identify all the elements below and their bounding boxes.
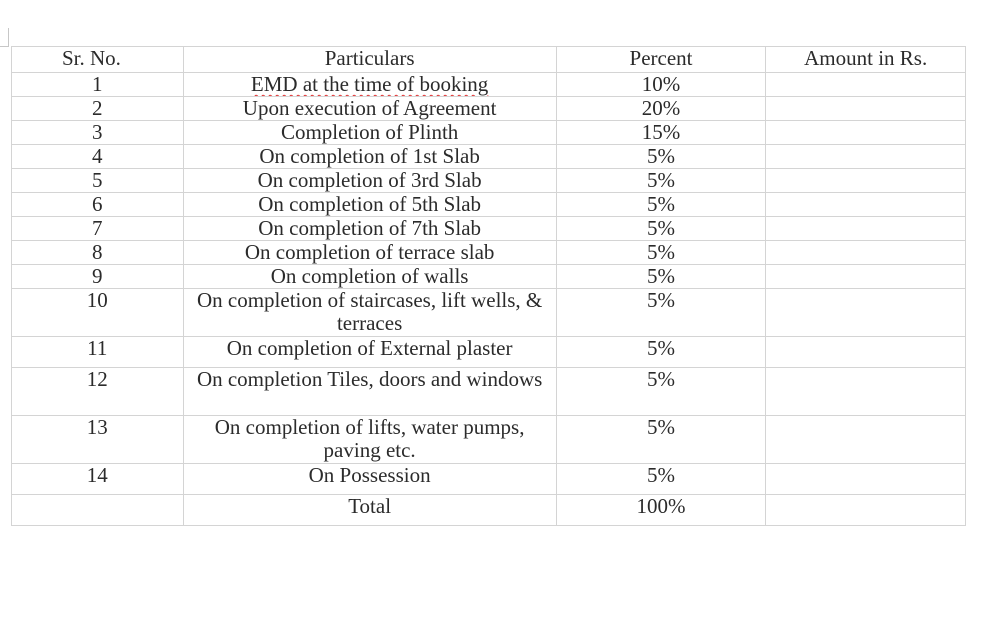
sr-no-cell[interactable]: 4	[12, 145, 184, 169]
sr-no-cell[interactable]: 3	[12, 121, 184, 145]
amount-cell[interactable]	[766, 97, 966, 121]
sr-no-cell[interactable]: 5	[12, 169, 184, 193]
percent-cell[interactable]: 5%	[556, 265, 766, 289]
sr-no-cell[interactable]: 14	[12, 464, 184, 495]
table-row	[12, 368, 966, 416]
table-row	[12, 337, 966, 368]
sr-no-cell[interactable]: 2	[12, 97, 184, 121]
total-amount-cell[interactable]	[766, 495, 966, 526]
particulars-cell[interactable]: On completion of 7th Slab	[183, 217, 556, 241]
percent-cell[interactable]: 5%	[556, 145, 766, 169]
sr-no-cell[interactable]: 10	[12, 289, 184, 337]
amount-cell[interactable]	[766, 193, 966, 217]
percent-cell[interactable]: 5%	[556, 217, 766, 241]
table-row	[12, 217, 966, 241]
percent-cell[interactable]: 5%	[556, 289, 766, 337]
amount-cell[interactable]	[766, 169, 966, 193]
header-amount[interactable]: Amount in Rs.	[766, 47, 966, 73]
amount-cell[interactable]	[766, 241, 966, 265]
total-percent[interactable]: 100%	[556, 495, 766, 526]
particulars-cell[interactable]	[183, 73, 556, 97]
table-row	[12, 416, 966, 464]
particulars-cell[interactable]: On completion of walls	[183, 265, 556, 289]
particulars-cell[interactable]: On completion of 3rd Slab	[183, 169, 556, 193]
table-row	[12, 241, 966, 265]
particulars-cell[interactable]: On completion of staircases, lift wells, & terraces	[183, 289, 556, 337]
particulars-cell[interactable]: On completion of 5th Slab	[183, 193, 556, 217]
sr-no-cell[interactable]: 13	[12, 416, 184, 464]
amount-cell[interactable]	[766, 289, 966, 337]
table-header-row	[12, 47, 966, 73]
header-percent[interactable]: Percent	[556, 47, 766, 73]
percent-cell[interactable]: 5%	[556, 337, 766, 368]
particulars-cell[interactable]: On completion of 1st Slab	[183, 145, 556, 169]
percent-cell[interactable]: 15%	[556, 121, 766, 145]
percent-cell[interactable]: 5%	[556, 169, 766, 193]
sr-no-cell[interactable]: 6	[12, 193, 184, 217]
percent-cell[interactable]: 5%	[556, 464, 766, 495]
sr-no-cell[interactable]: 9	[12, 265, 184, 289]
header-particulars[interactable]: Particulars	[183, 47, 556, 73]
document-corner-marker	[0, 28, 9, 47]
sr-no-cell[interactable]: 11	[12, 337, 184, 368]
amount-cell[interactable]	[766, 217, 966, 241]
total-sr-no-cell[interactable]	[12, 495, 184, 526]
amount-cell[interactable]	[766, 416, 966, 464]
amount-cell[interactable]	[766, 368, 966, 416]
table-row	[12, 464, 966, 495]
percent-cell[interactable]: 5%	[556, 241, 766, 265]
particulars-cell[interactable]: On completion of External plaster	[183, 337, 556, 368]
particulars-cell[interactable]: On Possession	[183, 464, 556, 495]
sr-no-cell[interactable]: 1	[12, 73, 184, 97]
total-label[interactable]: Total	[183, 495, 556, 526]
table-row	[12, 265, 966, 289]
particulars-cell[interactable]: On completion of terrace slab	[183, 241, 556, 265]
percent-cell[interactable]: 5%	[556, 193, 766, 217]
amount-cell[interactable]	[766, 121, 966, 145]
table-row	[12, 121, 966, 145]
amount-cell[interactable]	[766, 464, 966, 495]
sr-no-cell[interactable]: 8	[12, 241, 184, 265]
particulars-cell[interactable]: On completion Tiles, doors and windows	[183, 368, 556, 416]
header-sr-no[interactable]: Sr. No.	[12, 47, 184, 73]
percent-cell[interactable]: 5%	[556, 368, 766, 416]
amount-cell[interactable]	[766, 145, 966, 169]
table-row	[12, 193, 966, 217]
total-row	[12, 495, 966, 526]
percent-cell[interactable]: 10%	[556, 73, 766, 97]
particulars-text: EMD at the time of booking	[250, 72, 489, 96]
percent-cell[interactable]: 5%	[556, 416, 766, 464]
amount-cell[interactable]	[766, 265, 966, 289]
table-row	[12, 73, 966, 97]
sr-no-cell[interactable]: 7	[12, 217, 184, 241]
table-row	[12, 169, 966, 193]
particulars-cell[interactable]: Upon execution of Agreement	[183, 97, 556, 121]
amount-cell[interactable]	[766, 73, 966, 97]
payment-schedule-table	[11, 46, 966, 526]
percent-cell[interactable]: 20%	[556, 97, 766, 121]
particulars-cell[interactable]: On completion of lifts, water pumps, paving etc.	[183, 416, 556, 464]
sr-no-cell[interactable]: 12	[12, 368, 184, 416]
table-row	[12, 97, 966, 121]
particulars-cell[interactable]: Completion of Plinth	[183, 121, 556, 145]
table-row	[12, 289, 966, 337]
amount-cell[interactable]	[766, 337, 966, 368]
table-row	[12, 145, 966, 169]
